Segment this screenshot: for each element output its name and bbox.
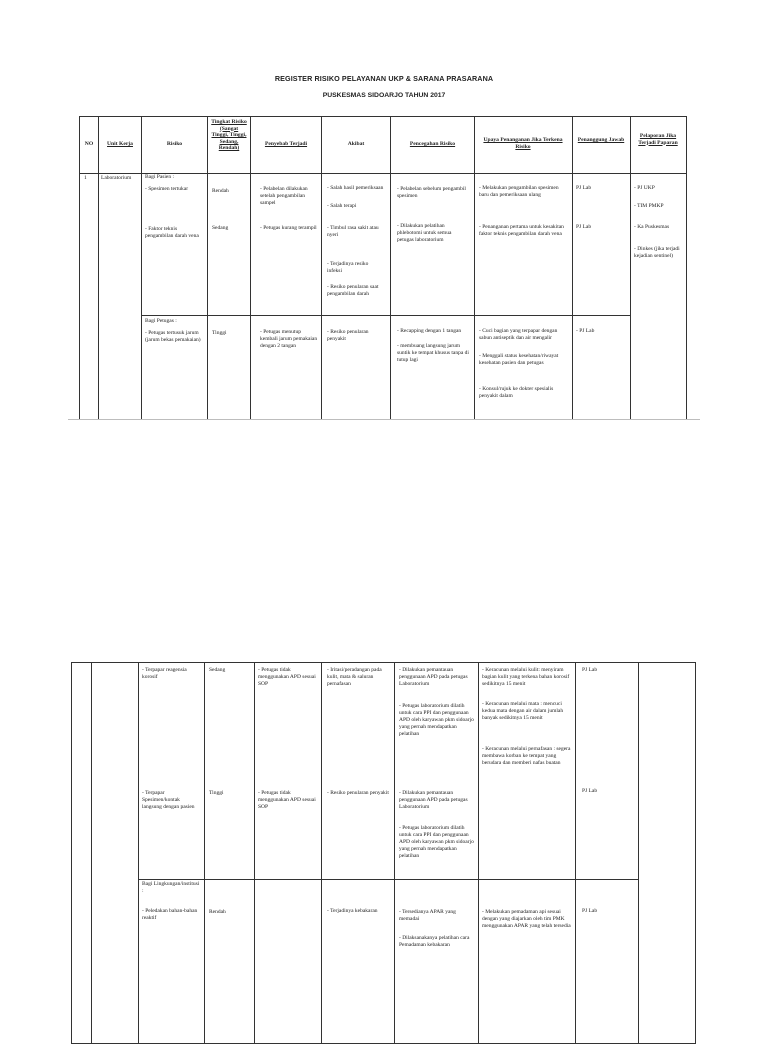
tingkat-cell: Sedang (209, 667, 226, 673)
penanggung-jawab-cell: PJ Lab (582, 667, 598, 673)
risk-register-table-page2 (71, 662, 696, 1044)
pelaporan-cell: - Dinkes (jika terjadi kejadian sentinel) (634, 246, 680, 260)
unit-kerja-cell: Laboratorium (101, 175, 132, 181)
penanggung-jawab-cell: - PJ Lab (576, 328, 595, 334)
pelaporan-cell: - PJ UKP (634, 185, 655, 191)
row-number: 1 (84, 175, 87, 181)
upaya-cell: - Melakukan pengambilan spesimen baru dan pemeriksaan ulang (479, 185, 559, 199)
risiko-cell: - Terpapar Spesimen/kontak langsung dengan pasien (142, 790, 195, 811)
upaya-cell: - Penanganan pertama untuk kesakitan faktor teknis pengambilan darah vena (479, 224, 564, 238)
page-separator (68, 419, 700, 420)
akibat-cell: - Salah hasil pemeriksaan (327, 185, 384, 191)
risiko-cell: - Terpapar reagensia korosif (142, 667, 187, 681)
header-risiko: Risiko (166, 141, 183, 147)
akibat-cell: - Resiko penularan penyakit (327, 329, 369, 343)
group-label-petugas: Bagi Petugas : (145, 318, 177, 324)
document-subtitle: PUSKESMAS SIDOARJO TAHUN 2017 (322, 92, 446, 99)
penyebab-cell: - Petugas menutup kembali jarum pemakaian dengan 2 tangan (260, 329, 318, 350)
pencegahan-cell: - Dilakukan pemantauan penggunaan APD pada petugas Laboratorium (399, 667, 468, 688)
tingkat-cell: Rendah (212, 188, 229, 194)
pencegahan-cell: - Dilakukan pemantauan penggunaan APD pada petugas Laboratorium (399, 790, 468, 811)
upaya-cell: - Keracunan melalui mata : mencuci kedua mata dengan air dalam jumlah banyak sedikitnya 15 menit (482, 701, 564, 722)
pencegahan-cell: - Dilakukan pelatihan phlebotomi untuk semua petugas laboratorium (397, 223, 452, 244)
risiko-cell: - Spesimen tertukar (145, 186, 189, 192)
penyebab-cell: - Petugas tidak menggunakan APD sesuai SOP (258, 667, 316, 688)
header-pencegahan: Pencegahan Risiko (409, 141, 456, 147)
header-tingkat-risiko: Tingkat Risiko (Sangat Tinggi, Tinggi, Sedang, Rendah) (211, 119, 247, 152)
pencegahan-cell: - Petugas laboratorium dilatih untuk cara PPI dan penggunaan APD oleh karyawan pkm sidoarjo yang pernah mendapatkan pelatihan (399, 825, 474, 860)
risk-register-table-page1 (79, 116, 687, 420)
group-label-lingkungan: Bagi Lingkungan/institusi : (142, 881, 200, 895)
akibat-cell: - Terjadinya kebakaran (327, 908, 378, 914)
upaya-cell: - Keracunan melalui pernafasan : segera membawa korban ke tempat yang berudara dan memberi nafas buatan (482, 746, 571, 767)
pencegahan-cell: - membuang langsung jarum suntik ke tempat khusus tanpa di tutup lagi (397, 343, 469, 364)
penanggung-jawab-cell: PJ Lab (582, 908, 598, 914)
header-pelaporan: Pelaporan Jika Terjadi Paparan (638, 133, 678, 146)
penyebab-cell: - Petugas kurang terampil (260, 225, 317, 231)
risiko-cell: - Petugas tertusuk jarum (jarum bekas pemakaian) (145, 330, 201, 344)
upaya-cell: - Keracunan melalui kulit: menyiram bagian kulit yang terkena bahan korosif sedikitnya 15 menit (482, 667, 570, 688)
group-label-pasien: Bagi Pasien : (145, 174, 175, 180)
akibat-cell: - Resiko penularan saat pengambilan darah (327, 284, 379, 298)
pencegahan-cell: - Pelabelan sebelum pengambil spesimen (397, 186, 466, 200)
akibat-cell: - Salah terapi (327, 203, 357, 209)
pencegahan-cell: - Petugas laboratorium dilatih untuk cara PPI dan penggunaan APD oleh karyawan pkm sidoarjo yang pernah mendapatkan pelatihan (399, 703, 474, 738)
tingkat-cell: Rendah (209, 909, 226, 915)
tingkat-cell: Tinggi (212, 330, 227, 336)
upaya-cell: - Cuci bagian yang terpapar dengan sabun antiseptik dan air mengalir (479, 328, 558, 342)
tingkat-cell: Sedang (212, 225, 229, 231)
pelaporan-cell: - Ka Puskesmas (634, 224, 670, 230)
penanggung-jawab-cell: PJ Lab (576, 224, 592, 230)
pencegahan-cell: - Recapping dengan 1 tangan (397, 328, 462, 334)
pencegahan-cell: - Dilaksanakanya pelatihan cara Pemadaman kebakaran (399, 935, 470, 949)
upaya-cell: - Melakukan pemadaman api sesuai dengan yang diajarkan oleh tim PMK menggunakan APAR yang telah tersedia (482, 909, 571, 930)
header-penanggung-jawab: Penanggung Jawab (577, 137, 625, 143)
tingkat-cell: Tinggi (209, 790, 224, 796)
document-title: REGISTER RISIKO PELAYANAN UKP & SARANA PRASARANA (274, 74, 494, 83)
risiko-cell: - Faktor teknis pengambilan darah vena (145, 226, 199, 240)
header-unit-kerja: Unit Kerja (107, 141, 133, 147)
akibat-cell: - Resiko penularan penyakit (327, 790, 389, 796)
risiko-cell: - Peledakan bahan-bahan reaktif (142, 908, 198, 922)
pencegahan-cell: - Tersedianya APAR yang memadai (399, 909, 456, 923)
header-upaya: Upaya Penanganan Jika Terkena Risiko (483, 137, 563, 150)
upaya-cell: - Menggali status kesehatan/riwayat kesehatan pasien dan petugas (479, 353, 559, 367)
penyebab-cell: - Pelabelan dilakukan setelah pengambilan sampel (260, 186, 308, 207)
penanggung-jawab-cell: PJ Lab (576, 185, 592, 191)
akibat-cell: - Iritasi/peradangan pada kulit, mata & saluran pernafasan (327, 667, 382, 688)
header-penyebab: Penyebab Terjadi (264, 141, 308, 147)
penanggung-jawab-cell: PJ Lab (582, 788, 598, 794)
header-akibat: Akibat (347, 141, 365, 147)
header-no: NO (84, 141, 94, 147)
akibat-cell: - Terjadinya resiko infeksi (327, 261, 369, 275)
akibat-cell: - Timbul rasa sakit atau nyeri (327, 225, 379, 239)
upaya-cell: - Konsul/rujuk ke dokter spesialis penyakit dalam (479, 386, 554, 400)
pelaporan-cell: - TIM PMKP (634, 203, 664, 209)
penyebab-cell: - Petugas tidak menggunakan APD sesuai SOP (258, 790, 316, 811)
